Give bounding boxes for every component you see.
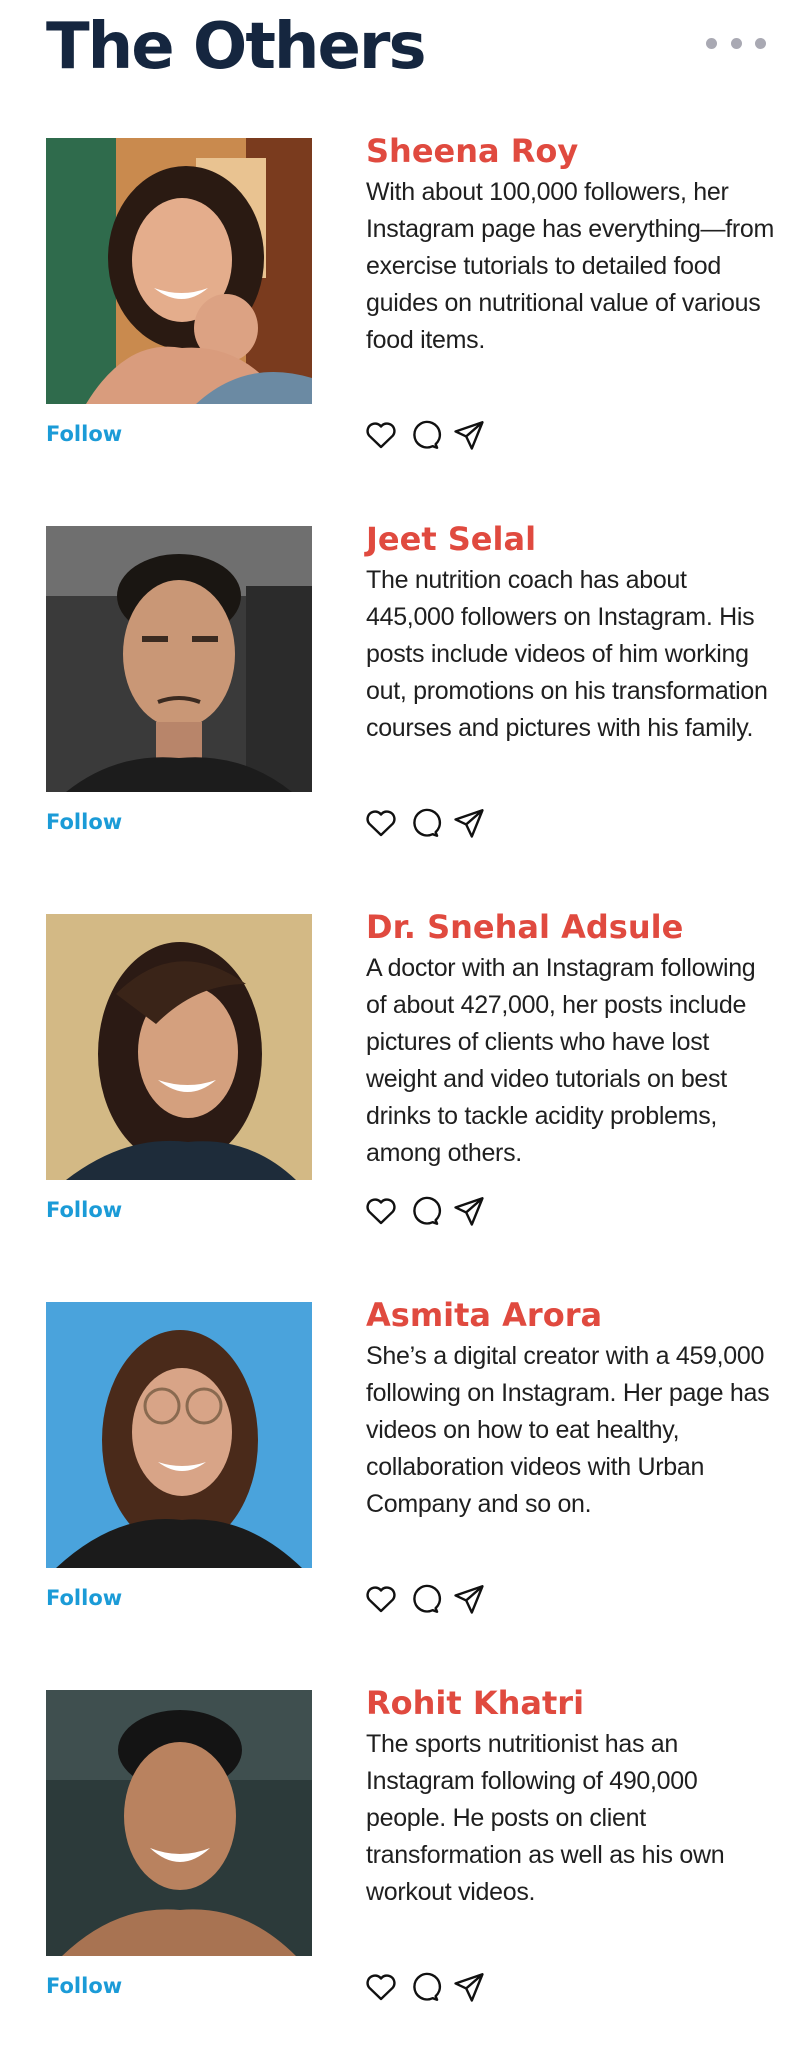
profile-photo-sheena-roy [46, 138, 312, 404]
comment-icon[interactable] [408, 1970, 442, 2004]
follow-button[interactable]: Follow [46, 1974, 123, 1998]
influencer-description: The nutrition coach has about 445,000 followers on Instagram. His posts include videos of him working out, promotions on his transformation courses and pictures with his family. [366, 566, 768, 742]
profile-photo[interactable] [46, 526, 312, 792]
influencer-name: Sheena Roy [366, 132, 579, 170]
influencer-post [0, 908, 801, 1294]
influencer-description: She’s a digital creator with a 459,000 following on Instagram. Her page has videos on how to eat healthy, collaboration videos with Urban Company and so on. [366, 1342, 770, 1518]
influencer-name: Jeet Selal [366, 520, 537, 558]
influencer-name: Rohit Khatri [366, 1684, 585, 1722]
share-icon[interactable] [452, 1194, 486, 1228]
influencer-description: The sports nutritionist has an Instagram following of 490,000 people. He posts on client transformation as well as his own workout videos. [366, 1730, 725, 1906]
heart-icon[interactable] [364, 1582, 398, 1616]
influencer-name: Dr. Snehal Adsule [366, 908, 684, 946]
profile-photo-asmita-arora [46, 1302, 312, 1568]
follow-button[interactable]: Follow [46, 422, 123, 446]
share-icon[interactable] [452, 1970, 486, 2004]
profile-photo[interactable] [46, 138, 312, 404]
profile-photo[interactable] [46, 914, 312, 1180]
post-actions [364, 1582, 486, 1616]
profile-photo-snehal-adsule [46, 914, 312, 1180]
follow-button[interactable]: Follow [46, 810, 123, 834]
profile-photo[interactable] [46, 1302, 312, 1568]
comment-icon[interactable] [408, 1582, 442, 1616]
influencer-post [0, 1684, 801, 2070]
heart-icon[interactable] [364, 1970, 398, 2004]
comment-icon[interactable] [408, 418, 442, 452]
influencer-description: A doctor with an Instagram following of about 427,000, her posts include pictures of clients who have lost weight and video tutorials on best drinks to tackle acidity problems, among others. [366, 954, 756, 1167]
profile-photo-jeet-selal [46, 526, 312, 792]
follow-button[interactable]: Follow [46, 1586, 123, 1610]
influencer-post [0, 132, 801, 518]
post-actions [364, 1194, 486, 1228]
share-icon[interactable] [452, 806, 486, 840]
follow-button[interactable]: Follow [46, 1198, 123, 1222]
heart-icon[interactable] [364, 806, 398, 840]
post-actions [364, 418, 486, 452]
comment-icon[interactable] [408, 806, 442, 840]
post-actions [364, 1970, 486, 2004]
share-icon[interactable] [452, 418, 486, 452]
profile-photo-rohit-khatri [46, 1690, 312, 1956]
influencer-name: Asmita Arora [366, 1296, 603, 1334]
heart-icon[interactable] [364, 1194, 398, 1228]
comment-icon[interactable] [408, 1194, 442, 1228]
influencer-post [0, 520, 801, 906]
profile-photo[interactable] [46, 1690, 312, 1956]
influencer-post [0, 1296, 801, 1682]
share-icon[interactable] [452, 1582, 486, 1616]
heart-icon[interactable] [364, 418, 398, 452]
influencer-description: With about 100,000 followers, her Instagram page has everything—from exercise tutorials to detailed food guides on nutritional value of various food items. [366, 178, 775, 354]
post-actions [364, 806, 486, 840]
page-title: The Others [46, 10, 425, 84]
